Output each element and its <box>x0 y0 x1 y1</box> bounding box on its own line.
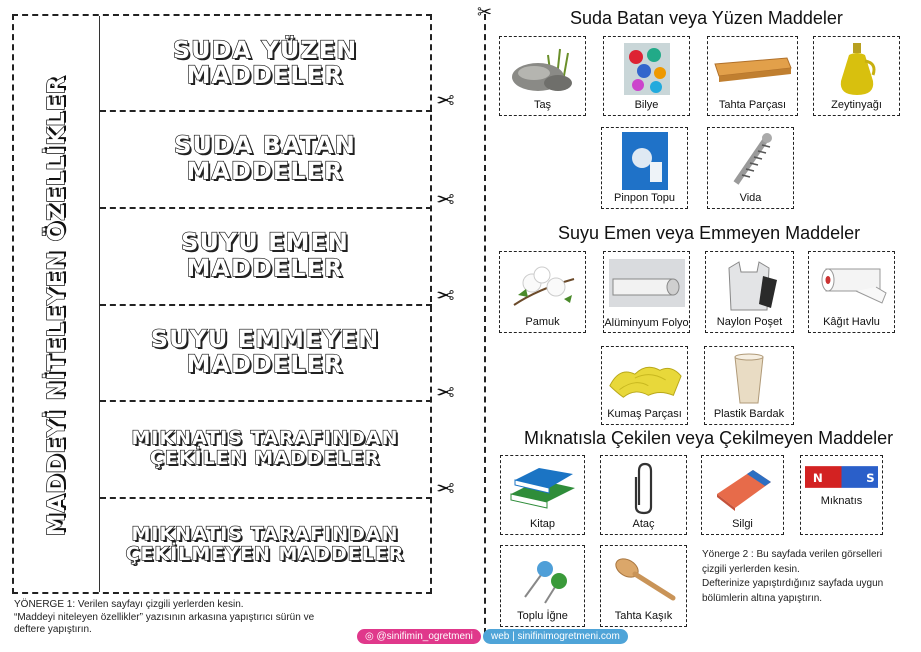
instruction-1 <box>14 599 374 637</box>
card-caption: Tahta Kaşık <box>614 610 673 623</box>
label-floating <box>100 16 430 110</box>
cut-line <box>100 304 432 306</box>
section1-title: Suda Batan veya Yüzen Maddeler <box>570 8 843 28</box>
card-wood <box>707 36 798 116</box>
card-caption: Mıknatıs <box>820 495 863 508</box>
instruction-2 <box>702 548 912 606</box>
marbles-icon <box>608 41 685 97</box>
card-wooden-spoon <box>600 545 687 627</box>
eraser-icon <box>706 460 779 516</box>
paper-towel-icon <box>813 256 890 314</box>
cut-line <box>100 400 432 402</box>
card-caption: Plastik Bardak <box>713 408 785 421</box>
cotton-icon <box>504 256 581 314</box>
card-caption: Tahta Parçası <box>718 99 787 112</box>
card-caption: Ataç <box>632 518 655 531</box>
card-stone <box>499 36 586 116</box>
spine-title: MADDEYİ NİTELEYEN ÖZELLİKLER <box>44 75 70 537</box>
card-eraser <box>701 455 784 535</box>
ping-pong-icon <box>606 132 683 190</box>
plastic-bag-icon <box>710 256 789 314</box>
card-magnet <box>800 455 883 535</box>
card-foil <box>603 251 690 333</box>
scissors-icon: ✂ <box>436 474 455 499</box>
label-sinking <box>100 110 430 207</box>
section2-title: Suyu Emen veya Emmeyen Maddeler <box>558 223 861 243</box>
card-cotton <box>499 251 586 333</box>
card-caption: Vida <box>739 192 762 205</box>
foil-roll-icon <box>608 256 685 310</box>
instruction-2-line: bölümlerin altına yapıştırın. <box>702 592 823 604</box>
label-line1: SUYU EMMEYEN <box>150 324 380 353</box>
push-pin-icon <box>505 550 580 608</box>
oil-bottle-icon <box>818 41 895 97</box>
svg-text:S: S <box>866 470 875 485</box>
cut-line <box>100 497 432 499</box>
card-caption: Silgi <box>732 518 753 531</box>
label-non-magnetic <box>100 497 430 592</box>
card-caption: Taş <box>533 99 552 112</box>
instruction-1-line: “Maddeyi niteleyen özellikler” yazısının arkasına yapıştırıcı sürün ve <box>14 611 315 623</box>
card-fabric <box>601 346 688 425</box>
card-marbles <box>603 36 690 116</box>
card-caption: Bilye <box>634 99 659 112</box>
scissors-icon: ✂ <box>436 378 455 403</box>
label-non-absorbent <box>100 304 430 400</box>
card-plastic-cup <box>704 346 794 425</box>
card-olive-oil <box>813 36 900 116</box>
label-line2: MADDELER <box>186 253 344 282</box>
label-line2: MADDELER <box>186 350 344 378</box>
instruction-2-line: Yönerge 2 : Bu sayfada verilen görselleri <box>702 549 883 560</box>
label-absorbent <box>100 207 430 304</box>
instruction-1-line: deftere yapıştırın. <box>14 624 92 635</box>
instagram-icon: ◎ <box>365 631 374 642</box>
card-caption: Naylon Poşet <box>716 316 783 329</box>
scissors-icon: ✂ <box>436 281 455 306</box>
label-line1: SUDA YÜZEN <box>172 35 358 64</box>
label-line1: SUDA BATAN <box>174 131 356 160</box>
card-book <box>500 455 585 535</box>
book-icon <box>505 460 580 516</box>
instruction-2-line: çizgili yerlerden kesin. <box>702 563 800 575</box>
web-label: web <box>491 631 510 642</box>
plastic-cup-icon <box>709 351 789 406</box>
fabric-icon <box>606 351 683 406</box>
label-line2: MADDELER <box>186 156 344 185</box>
wood-plank-icon <box>712 41 793 97</box>
magnet-icon <box>805 462 878 492</box>
card-caption: Toplu İğne <box>517 610 568 623</box>
spine-panel <box>14 16 100 592</box>
card-caption: Kumaş Parçası <box>607 408 682 421</box>
label-magnetic <box>100 400 430 497</box>
card-paper-towel <box>808 251 895 333</box>
card-caption: Alüminyum Folyo <box>604 317 689 330</box>
screw-icon <box>712 132 789 190</box>
website-badge: web | sinifinimogretmeni.com <box>483 629 628 644</box>
card-paperclip <box>600 455 687 535</box>
card-pin <box>500 545 585 627</box>
label-line2: ÇEKİLMEYEN MADDELER <box>125 542 405 565</box>
card-caption: Zeytinyağı <box>831 99 882 112</box>
label-line1: MIKNATIS TARAFINDAN <box>131 426 399 449</box>
cut-line <box>100 110 432 112</box>
wooden-spoon-icon <box>605 550 682 608</box>
label-line1: SUYU EMEN <box>181 228 349 257</box>
instruction-2-line: Defterinize yapıştırdığınız sayfada uygun <box>702 578 884 589</box>
stone-icon <box>504 41 581 97</box>
card-caption: Kâğıt Havlu <box>823 316 880 329</box>
card-plastic-bag <box>705 251 794 333</box>
instruction-1-line: YÖNERGE 1: Verilen sayfayı çizgili yerlerden kesin. <box>14 599 244 610</box>
paperclip-icon <box>605 460 682 516</box>
section3-title: Mıknatısla Çekilen veya Çekilmeyen Maddeler <box>524 428 894 448</box>
card-caption: Pamuk <box>525 316 560 329</box>
card-caption: Kitap <box>529 518 556 531</box>
card-caption: Pinpon Topu <box>614 192 675 205</box>
label-line1: MIKNATIS TARAFINDAN <box>131 522 399 545</box>
scissors-icon: ✂ <box>477 2 493 23</box>
label-line2: MADDELER <box>186 61 344 89</box>
card-ping-pong <box>601 127 688 209</box>
instagram-handle: @sinifimin_ogretmeni <box>376 631 473 642</box>
instagram-badge <box>357 629 481 644</box>
scissors-icon: ✂ <box>436 185 455 210</box>
page-cut-line <box>484 14 486 634</box>
cut-line <box>100 207 432 209</box>
label-line2: ÇEKİLEN MADDELER <box>149 446 381 469</box>
card-screw <box>707 127 794 209</box>
svg-text:N: N <box>812 470 823 485</box>
website-url: sinifinimogretmeni.com <box>517 631 620 642</box>
scissors-icon: ✂ <box>436 86 455 111</box>
